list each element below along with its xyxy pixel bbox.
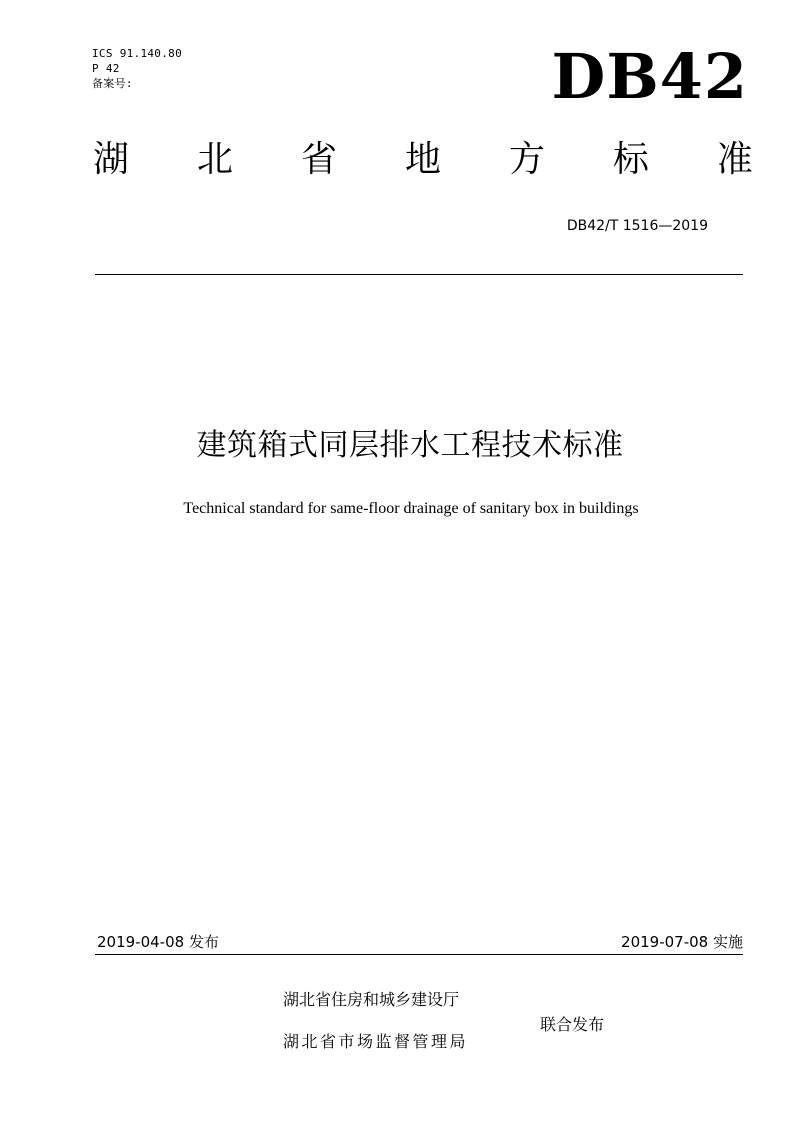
heading-char: 北 xyxy=(196,139,233,180)
date-row xyxy=(95,930,743,954)
heading-char: 地 xyxy=(404,139,441,180)
db42-logo: DB42 xyxy=(551,40,748,113)
standard-number: DB42/T 1516—2019 xyxy=(566,218,708,234)
bottom-divider xyxy=(95,954,743,955)
ics-code: ICS 91.140.80 xyxy=(92,47,182,60)
heading-char: 准 xyxy=(716,139,753,180)
release-date: 2019-04-08 发布 xyxy=(97,933,219,951)
heading-char: 省 xyxy=(300,139,337,180)
classification-block xyxy=(92,46,182,91)
top-divider xyxy=(95,274,743,275)
category-code: P 42 xyxy=(92,62,120,75)
document-title-chinese: 建筑箱式同层排水工程技术标准 xyxy=(196,428,624,463)
standard-type-heading xyxy=(93,136,753,184)
implementation-date: 2019-07-08 实施 xyxy=(621,933,743,951)
document-title-english: Technical standard for same-floor drainage of sanitary box in buildings xyxy=(183,500,639,517)
record-number-label: 备案号: xyxy=(92,77,133,90)
heading-char: 湖 xyxy=(93,139,130,180)
heading-char: 标 xyxy=(612,139,649,180)
joint-release-label: 联合发布 xyxy=(540,1015,605,1034)
issuer-housing-department: 湖北省住房和城乡建设厅 xyxy=(283,990,460,1009)
heading-char: 方 xyxy=(508,139,545,180)
issuer-market-regulation-bureau: 湖北省市场监督管理局 xyxy=(283,1032,469,1051)
